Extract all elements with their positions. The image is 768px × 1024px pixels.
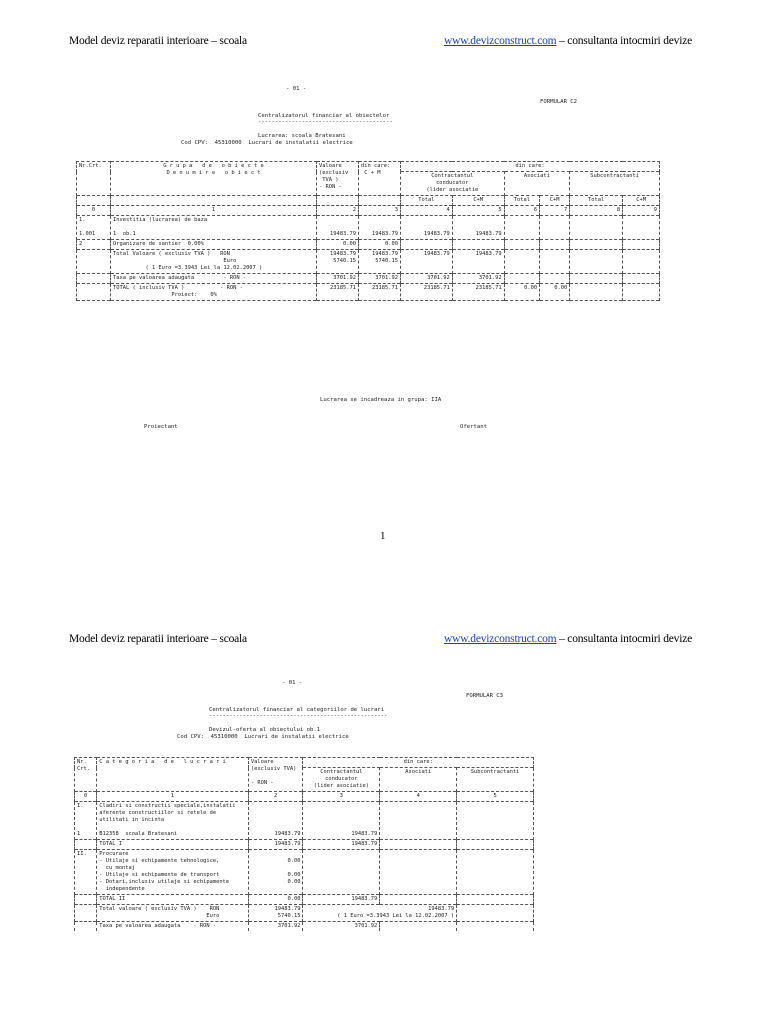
row-value <box>380 922 457 932</box>
col-cm-sub-header: C+M <box>540 196 570 206</box>
col-group-header: G r u p a d e o b i e c t e D e n u m i r e o b i e c t <box>111 162 317 196</box>
page-marker: - 01 - <box>282 680 303 686</box>
work-name: Lucrarea: scoala Bratesani <box>258 133 346 139</box>
row-nr: 1. 1.001 <box>77 216 111 240</box>
page-number: 1 <box>380 530 386 542</box>
col-nr-header: Nr. Crt. <box>75 758 97 792</box>
document-title: Model deviz reparatii interioare – scoala <box>69 633 247 645</box>
row-value <box>623 274 660 284</box>
row-nr <box>75 840 97 850</box>
row-value <box>380 895 457 905</box>
row-value: 19483.79 5740.15 <box>317 250 359 274</box>
row-value: 0.00 <box>317 240 359 250</box>
group-note: Lucrarea se incadreaza in grupa: IIA <box>320 397 442 403</box>
row-value <box>504 274 540 284</box>
row-nr <box>75 922 97 932</box>
page-2 <box>0 598 768 1024</box>
table-row <box>77 216 660 240</box>
row-value: 19483.79 5740.15 <box>359 250 401 274</box>
row-value: 23185.71 <box>452 284 504 301</box>
row-value <box>623 240 660 250</box>
col-total-header: Total <box>401 196 453 206</box>
row-name: Investitia (lucrarea) de baza 1 ob.1 <box>111 216 317 240</box>
header-tagline: – consultanta intocmiri devize <box>556 35 692 47</box>
cpv-code: Cod CPV: 45310000 Lucrari de instalatii electrice <box>177 734 349 740</box>
column-number: 1 <box>97 792 249 802</box>
designer-label: Proiectant <box>144 424 178 430</box>
row-value: 3701.92 <box>317 274 359 284</box>
row-name: Taxa pe valoarea adaugata - RON - <box>111 274 317 284</box>
table-row <box>75 840 534 850</box>
col-value-header: Valoare (exclusiv TVA ) - RON - <box>317 162 359 196</box>
row-value <box>623 284 660 301</box>
row-value: 23185.71 <box>359 284 401 301</box>
cpv-code: Cod CPV: 45310000 Lucrari de instalatii electrice <box>181 140 353 146</box>
row-value <box>504 250 540 274</box>
row-value: 0.00 <box>359 240 401 250</box>
column-number: 3 <box>303 792 380 802</box>
column-number: 7 <box>540 206 570 216</box>
col-associates-header: Asociati <box>380 768 457 792</box>
row-value <box>457 802 534 840</box>
row-value <box>457 850 534 895</box>
row-value: 19483.79 <box>359 216 401 240</box>
row-value <box>540 250 570 274</box>
row-value <box>623 216 660 240</box>
row-value: 19483.79 5740.15 <box>248 905 303 922</box>
col-category-header: C a t e g o r i a d e l u c r a r i <box>97 758 249 792</box>
row-value: 0.00 <box>540 284 570 301</box>
col-of-which-header: din care: <box>401 162 660 172</box>
row-value: 19483.79 <box>452 250 504 274</box>
row-name: Cladiri si constructii speciale,instalatii aferente constructiilor si retele de utilitati in incinta B12358 scoala Bratesani <box>97 802 249 840</box>
document-title: Model deviz reparatii interioare – scoala <box>69 35 247 47</box>
row-name: Total Valoare ( exclusiv TVA ) RON Euro ( 1 Euro =3.3943 Lei la 12.02.2007 ) <box>111 250 317 274</box>
heading-underline: ----------------------------------------------------- <box>209 713 388 719</box>
row-name: Organizare de santier 0.00% <box>111 240 317 250</box>
column-number-row <box>77 206 660 216</box>
column-number: 2 <box>248 792 303 802</box>
column-number: 4 <box>380 792 457 802</box>
bidder-label: Ofertant <box>460 424 487 430</box>
row-value <box>504 240 540 250</box>
col-cm-header: din care: C + M <box>359 162 401 196</box>
row-value <box>540 216 570 240</box>
table-row <box>75 905 534 922</box>
row-nr: 2 <box>77 240 111 250</box>
header-right <box>444 35 692 47</box>
row-value: 19483.79 ( 1 Euro =3.3943 Lei la 12.02.2007 ) <box>303 905 457 922</box>
col-cm-sub-header: C+M <box>623 196 660 206</box>
row-name: Procurare - Utilaje si echipamente tehnologice, cu montaj - Utilaje si echipamente de transport - Dotari,inclusiv utilaje si echipamente independente <box>97 850 249 895</box>
row-value: 3701.92 <box>248 922 303 932</box>
row-value <box>457 895 534 905</box>
row-name: TOTAL I <box>97 840 249 850</box>
column-number: 1 <box>111 206 317 216</box>
row-value <box>504 216 540 240</box>
objects-table <box>76 161 660 301</box>
row-value <box>540 240 570 250</box>
row-value: 19483.79 <box>303 840 380 850</box>
website-link[interactable]: www.devizconstruct.com <box>444 633 557 645</box>
website-link[interactable]: www.devizconstruct.com <box>444 35 557 47</box>
row-value: 19483.79 <box>317 216 359 240</box>
row-value: 3701.92 <box>452 274 504 284</box>
row-value <box>570 284 623 301</box>
row-value: 23185.71 <box>401 284 453 301</box>
column-number: 5 <box>452 206 504 216</box>
categories-table <box>74 757 534 931</box>
column-number: 8 <box>570 206 623 216</box>
table-row <box>75 802 534 840</box>
row-value: 0.00 <box>248 895 303 905</box>
row-value: 19483.79 <box>452 216 504 240</box>
row-value: 19483.79 <box>303 802 380 840</box>
row-value <box>457 905 534 922</box>
column-number-row <box>75 792 534 802</box>
row-nr <box>77 250 111 274</box>
row-nr <box>77 274 111 284</box>
row-value: 19483.79 <box>401 250 453 274</box>
row-value: 19483.79 <box>248 802 303 840</box>
row-nr: II. <box>75 850 97 895</box>
row-value <box>570 250 623 274</box>
col-nr-header: Nr.Crt. <box>77 162 111 196</box>
row-value <box>570 274 623 284</box>
row-value: 0.00 0.00 0.00 <box>248 850 303 895</box>
col-contractor-header: Contractantul conducator (lider asociatie <box>401 172 505 196</box>
row-value <box>380 840 457 850</box>
column-number: 4 <box>401 206 453 216</box>
col-value-header: Valoare (exclusiv TVA) - RON - <box>248 758 303 792</box>
table-row <box>75 895 534 905</box>
row-value: 19483.79 <box>248 840 303 850</box>
column-number: 3 <box>359 206 401 216</box>
heading-underline: ---------------------------------------- <box>258 119 393 125</box>
col-contractor-header: Contractantul conducator (lider asociatie) <box>303 768 380 792</box>
row-value <box>457 840 534 850</box>
col-of-which-header: din care: <box>303 758 534 768</box>
page-marker: - 01 - <box>286 86 307 92</box>
table-row <box>75 922 534 932</box>
row-value <box>380 802 457 840</box>
row-name: Total valoare ( exclusiv TVA ) RON Euro <box>97 905 249 922</box>
row-value <box>540 274 570 284</box>
row-nr <box>75 895 97 905</box>
header-tagline: – consultanta intocmiri devize <box>556 633 692 645</box>
row-value: 23185.71 <box>317 284 359 301</box>
formular-label: FORMULAR C2 <box>540 99 578 105</box>
row-nr <box>77 284 111 301</box>
column-number: 0 <box>75 792 97 802</box>
col-subcontractors-header: Subcontractanti <box>570 172 660 196</box>
table-row <box>75 850 534 895</box>
col-total-header: Total <box>504 196 540 206</box>
column-number: 0 <box>77 206 111 216</box>
row-value: 3701.92 <box>401 274 453 284</box>
col-cm-sub-header: C+M <box>452 196 504 206</box>
table-row <box>77 284 660 301</box>
formular-label: FORMULAR C3 <box>466 693 504 699</box>
row-value <box>303 850 380 895</box>
row-value: 3701.92 <box>303 922 380 932</box>
row-nr: I. 1 <box>75 802 97 840</box>
column-number: 6 <box>504 206 540 216</box>
table-heading: Centralizatorul financiar al categoriilor de lucrari <box>209 707 385 713</box>
col-associates-header: Asociati <box>504 172 570 196</box>
row-value <box>452 240 504 250</box>
table-row <box>77 250 660 274</box>
row-value: 3701.92 <box>359 274 401 284</box>
row-value <box>380 850 457 895</box>
row-value: 19483.79 <box>401 216 453 240</box>
row-value <box>457 922 534 932</box>
row-name: Taxa pe valoarea adaugata - RON - <box>97 922 249 932</box>
row-value: 0.00 <box>504 284 540 301</box>
row-nr <box>75 905 97 922</box>
column-number: 5 <box>457 792 534 802</box>
column-number: 2 <box>317 206 359 216</box>
work-name: Devizul-oferta al obiectului ob.1 <box>209 727 321 733</box>
header-right <box>444 633 692 645</box>
row-value <box>623 250 660 274</box>
col-subcontractors-header: Subcontractanti <box>457 768 534 792</box>
table-heading: Centralizatorul financiar al obiectelor <box>258 113 390 119</box>
row-value <box>401 240 453 250</box>
table-row <box>77 240 660 250</box>
row-value <box>570 240 623 250</box>
row-value <box>570 216 623 240</box>
row-name: TOTAL ( inclusiv TVA ) - RON - Proiect: 0% <box>111 284 317 301</box>
col-total-header: Total <box>570 196 623 206</box>
row-name: TOTAL II <box>97 895 249 905</box>
row-value: 19483.79 <box>303 895 380 905</box>
table-row <box>77 274 660 284</box>
column-number: 9 <box>623 206 660 216</box>
